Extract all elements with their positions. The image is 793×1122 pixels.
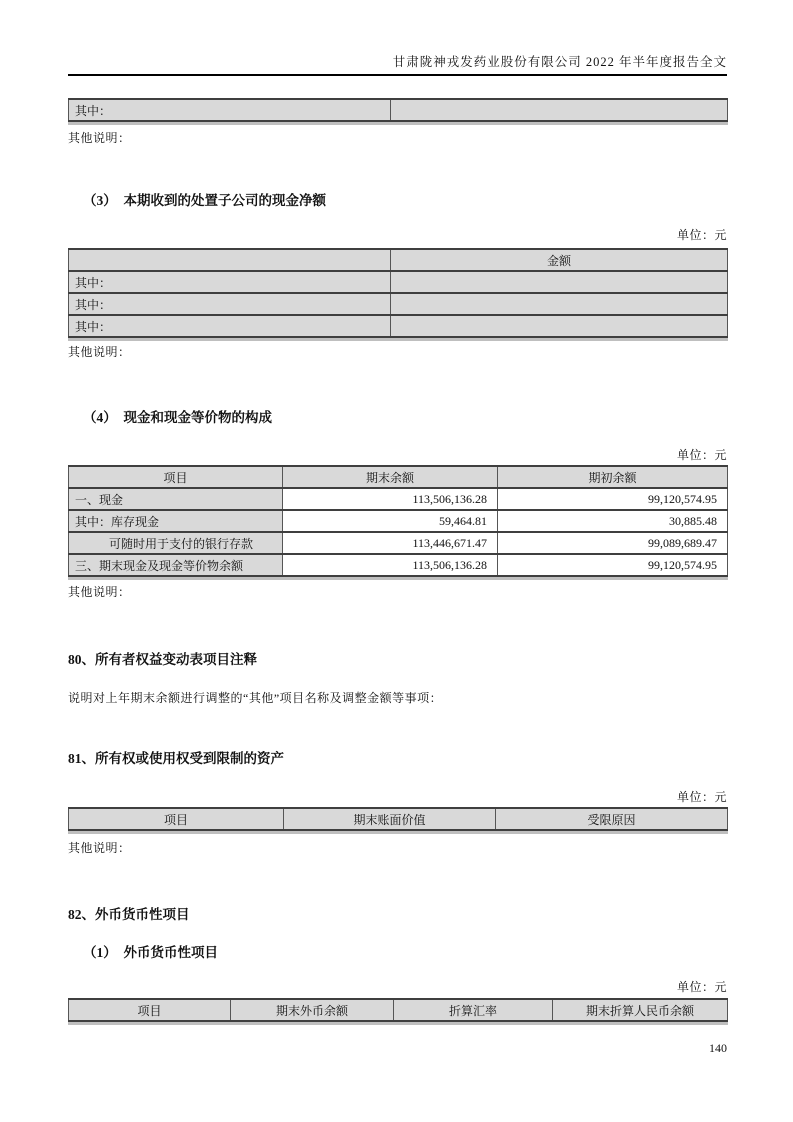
other-note: 其他说明： [68,131,131,145]
report-header-title: 甘肃陇神戎发药业股份有限公司 2022 年半年度报告全文 [68,55,727,76]
table-row [69,315,728,337]
table-cell: 可随时用于支付的银行存款 [69,532,283,554]
table-cell: 59,464.81 [283,510,498,532]
table-cell: 99,120,574.95 [498,488,728,510]
table-cell [391,271,728,293]
table-header-row [69,808,728,830]
table-header-cell: 期末外币余额 [231,999,394,1021]
table-header-cell: 期末账面价值 [284,808,496,830]
table-header-cell: 期末余额 [283,466,498,488]
table-cell: 其中：库存现金 [69,510,283,532]
section82-sub-heading: （1） 外币货币性项目 [83,945,218,960]
table-cell: 一、现金 [69,488,283,510]
page-number: 140 [709,1041,727,1055]
other-note: 其他说明： [68,841,131,855]
unit-label: 单位：元 [676,228,727,242]
section81-heading: 81、所有权或使用权受到限制的资产 [68,751,284,766]
table-row [69,99,728,121]
other-note: 其他说明： [68,345,131,359]
foreign-currency-table [68,998,728,1022]
table-row [69,554,728,576]
unit-label: 单位：元 [676,790,727,804]
table-cell: 其中： [69,271,391,293]
table-row [69,271,728,293]
table-cell: 三、期末现金及现金等价物余额 [69,554,283,576]
carryover-table [68,98,728,122]
table-cell [391,293,728,315]
table-header-cell: 期初余额 [498,466,728,488]
page-content [68,0,727,1022]
table-row [69,510,728,532]
table-cell: 其中： [69,293,391,315]
table-header-row [69,249,728,271]
table-cell [391,315,728,337]
table-cell: 113,506,136.28 [283,488,498,510]
table-row [69,532,728,554]
section80-body: 说明对上年期末余额进行调整的“其他”项目名称及调整金额等事项： [68,691,443,705]
section80-heading: 80、所有者权益变动表项目注释 [68,652,257,667]
table-row [69,488,728,510]
unit-label: 单位：元 [676,448,727,462]
table-cell: 30,885.48 [498,510,728,532]
table-cell: 113,506,136.28 [283,554,498,576]
table-cell: 99,120,574.95 [498,554,728,576]
restricted-assets-table [68,807,728,831]
table-header-cell [69,249,391,271]
table-header-cell: 项目 [69,808,284,830]
table-header-cell: 项目 [69,466,283,488]
table-header-cell: 折算汇率 [394,999,553,1021]
cash-equivalents-table [68,465,728,577]
section3-heading: （3） 本期收到的处置子公司的现金净额 [83,193,326,208]
table-cell [391,99,728,121]
unit-label: 单位：元 [676,980,727,994]
other-note: 其他说明： [68,585,131,599]
table-cell: 其中： [69,315,391,337]
table-cell: 113,446,671.47 [283,532,498,554]
table-cell: 其中： [69,99,391,121]
table-cell: 99,089,689.47 [498,532,728,554]
table-header-cell: 金额 [391,249,728,271]
table-row [69,293,728,315]
table-header-cell: 项目 [69,999,231,1021]
table-header-row [69,466,728,488]
disposal-cash-table [68,248,728,338]
table-header-cell: 受限原因 [496,808,728,830]
section4-heading: （4） 现金和现金等价物的构成 [83,410,272,425]
table-header-row [69,999,728,1021]
table-header-cell: 期末折算人民币余额 [553,999,728,1021]
section82-heading: 82、外币货币性项目 [68,907,190,922]
